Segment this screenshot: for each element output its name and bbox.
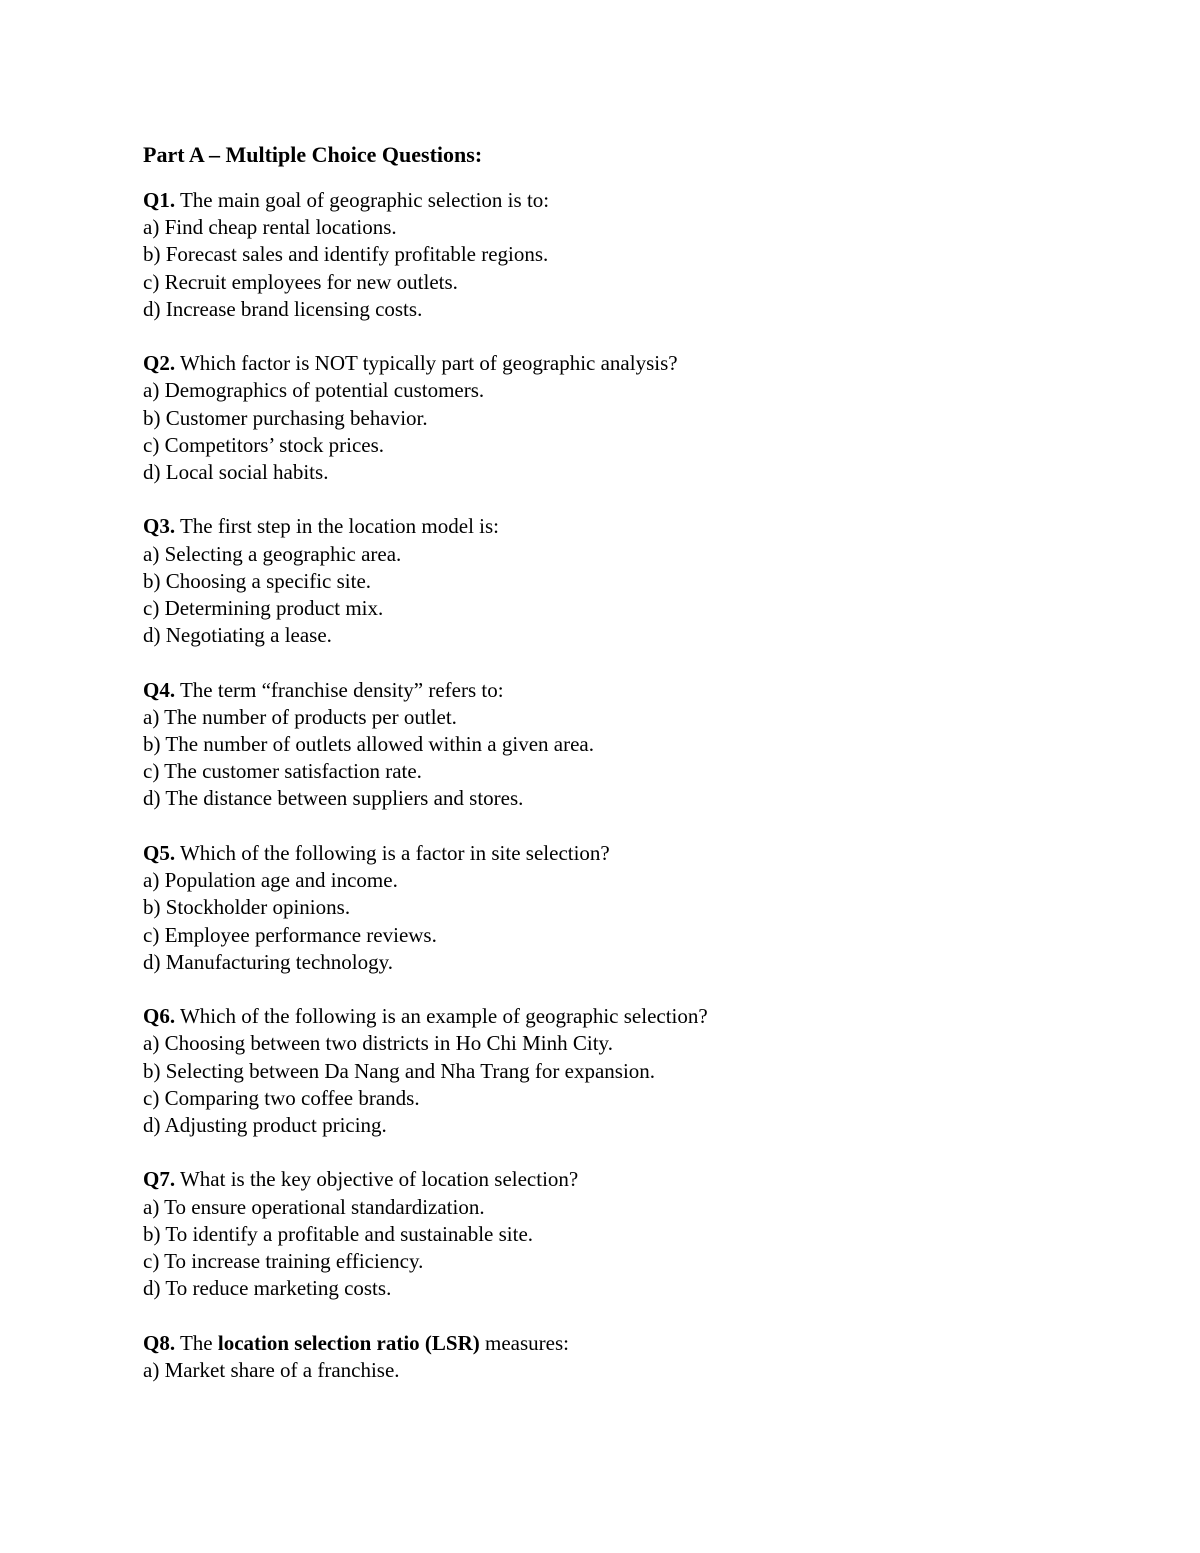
section-heading: Part A – Multiple Choice Questions: xyxy=(143,142,483,167)
question-text: The first step in the location model is: xyxy=(179,514,499,539)
answer-option: d) Manufacturing technology. xyxy=(143,949,393,974)
answer-option: a) Find cheap rental locations. xyxy=(143,215,397,240)
question-q2 xyxy=(143,350,1103,486)
question-text: Which of the following is a factor in site selection? xyxy=(179,840,610,865)
answer-option: a) Population age and income. xyxy=(143,868,398,893)
answer-option: c) Comparing two coffee brands. xyxy=(143,1085,420,1110)
answer-option: c) Recruit employees for new outlets. xyxy=(143,269,458,294)
question-stem xyxy=(143,1330,1103,1357)
document-content xyxy=(143,141,1103,1411)
answer-option: a) The number of products per outlet. xyxy=(143,704,457,729)
answer-option: a) Market share of a franchise. xyxy=(143,1357,400,1382)
answer-option: b) Choosing a specific site. xyxy=(143,568,372,593)
answer-option: b) To identify a profitable and sustainable site. xyxy=(143,1221,534,1246)
question-number: Q2. xyxy=(143,351,176,376)
question-stem xyxy=(143,677,1103,704)
question-number: Q5. xyxy=(143,840,176,865)
answer-option: c) To increase training efficiency. xyxy=(143,1248,424,1273)
answer-option: c) The customer satisfaction rate. xyxy=(143,759,422,784)
answer-option: a) To ensure operational standardization. xyxy=(143,1194,485,1219)
question-number: Q4. xyxy=(143,677,176,702)
answer-option: a) Selecting a geographic area. xyxy=(143,541,402,566)
question-stem xyxy=(143,187,1103,214)
question-text: Which factor is NOT typically part of geographic analysis? xyxy=(179,351,678,376)
bold-term: location selection ratio (LSR) xyxy=(217,1330,480,1355)
answer-option: b) Selecting between Da Nang and Nha Trang for expansion. xyxy=(143,1058,656,1083)
question-text: The xyxy=(179,1330,213,1355)
question-number: Q1. xyxy=(143,188,176,212)
question-q7 xyxy=(143,1166,1103,1302)
question-text: What is the key objective of location selection? xyxy=(179,1167,579,1192)
answer-option: b) The number of outlets allowed within a given area. xyxy=(143,732,594,757)
answer-option: d) Adjusting product pricing. xyxy=(143,1112,387,1137)
answer-option: d) The distance between suppliers and stores. xyxy=(143,786,524,811)
answer-option: d) To reduce marketing costs. xyxy=(143,1276,392,1301)
answer-option: c) Employee performance reviews. xyxy=(143,922,437,947)
question-q3 xyxy=(143,513,1103,649)
question-stem xyxy=(143,1003,1103,1030)
question-q8 xyxy=(143,1330,1103,1384)
question-stem xyxy=(143,350,1103,377)
question-number: Q3. xyxy=(143,514,176,539)
answer-option: b) Customer purchasing behavior. xyxy=(143,405,428,430)
question-text: The term “franchise density” refers to: xyxy=(179,677,504,702)
answer-option: c) Competitors’ stock prices. xyxy=(143,432,385,457)
answer-option: b) Stockholder opinions. xyxy=(143,895,351,920)
question-q6 xyxy=(143,1003,1103,1139)
question-q1 xyxy=(143,187,1103,323)
question-number: Q8. xyxy=(143,1330,176,1355)
answer-option: d) Local social habits. xyxy=(143,459,329,484)
question-q4 xyxy=(143,677,1103,813)
question-stem xyxy=(143,840,1103,867)
answer-option: a) Demographics of potential customers. xyxy=(143,378,485,403)
question-q5 xyxy=(143,840,1103,976)
question-text: measures: xyxy=(485,1330,569,1355)
answer-option: d) Negotiating a lease. xyxy=(143,623,332,648)
question-text: The main goal of geographic selection is to: xyxy=(179,188,550,212)
question-number: Q6. xyxy=(143,1004,176,1029)
answer-option: d) Increase brand licensing costs. xyxy=(143,296,423,321)
question-stem xyxy=(143,1166,1103,1193)
question-number: Q7. xyxy=(143,1167,176,1192)
answer-option: c) Determining product mix. xyxy=(143,596,384,621)
answer-option: b) Forecast sales and identify profitable regions. xyxy=(143,242,549,267)
answer-option: a) Choosing between two districts in Ho Chi Minh City. xyxy=(143,1031,613,1056)
question-text: Which of the following is an example of geographic selection? xyxy=(179,1004,708,1029)
question-stem xyxy=(143,513,1103,540)
